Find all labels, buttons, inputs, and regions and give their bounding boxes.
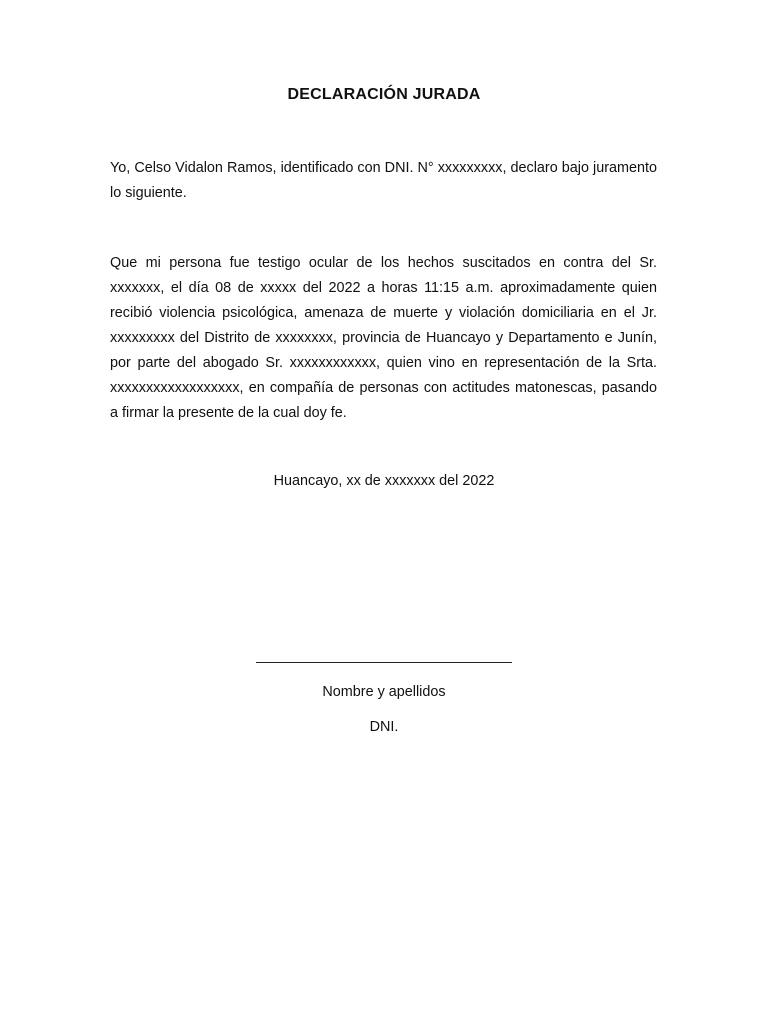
place-date-line: Huancayo, xx de xxxxxxx del 2022 [273,473,495,489]
declaration-intro-paragraph: Yo, Celso Vidalon Ramos, identificado con DNI. N° xxxxxxxxx, declaro bajo juramento lo siguiente. [110,160,657,201]
signature-line [256,662,512,663]
signature-dni-label: DNI. [369,719,399,735]
document-title: DECLARACIÓN JURADA [287,86,481,103]
signature-name-label: Nombre y apellidos [322,684,446,700]
declaration-body-paragraph: Que mi persona fue testigo ocular de los hechos suscitados en contra del Sr. xxxxxxx, el día 08 de xxxxx del 2022 a horas 11:15 a.m. aproximadamente quien recibió violencia psicológica, amenaza de muerte y violación domiciliaria en el Jr. xxxxxxxxx del Distrito de xxxxxxxx, provincia de Huancayo y Departamento e Junín, por parte del abogado Sr. xxxxxxxxxxxx, quien vino en representación de la Srta. xxxxxxxxxxxxxxxxxx, en compañía de personas con actitudes matonescas, pasando a firmar la presente de la cual doy fe. [110,255,657,421]
